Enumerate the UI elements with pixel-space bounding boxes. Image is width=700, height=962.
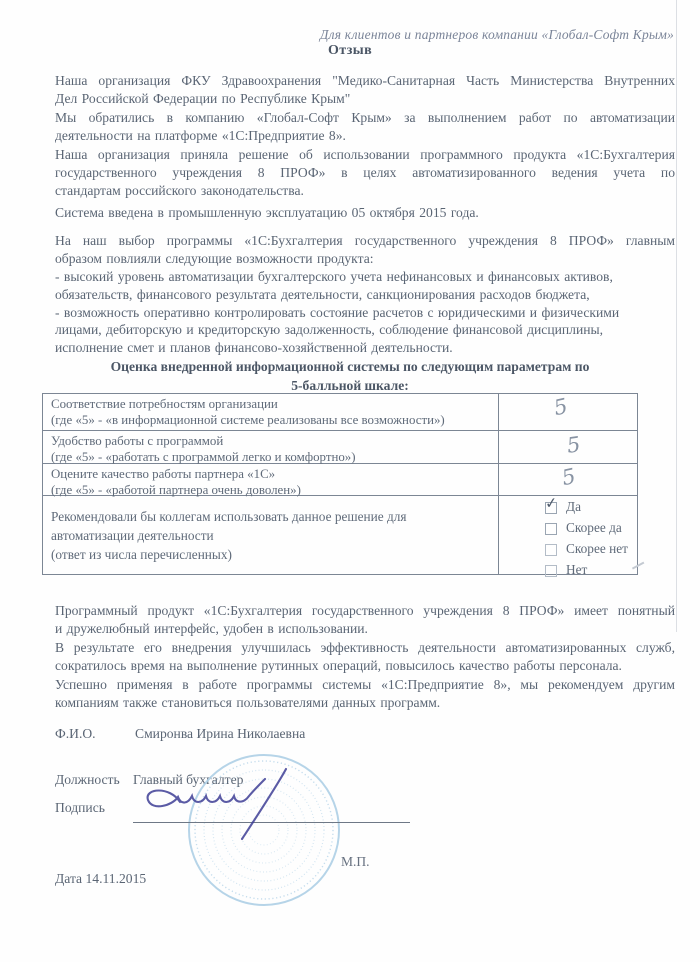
fio-label: Ф.И.О. bbox=[55, 726, 96, 741]
text-line: Наша организация ФКУ Здравоохранения "Медико-Санитарная Часть Министерства Внутренних bbox=[55, 73, 675, 88]
rating-table bbox=[42, 393, 638, 575]
text-line: - высокий уровень автоматизации бухгалтерского учета нефинансовых и финансовых активов, bbox=[55, 268, 613, 284]
fio-value: Смиронва Ирина Николаевна bbox=[135, 726, 306, 741]
option-label: Нет bbox=[566, 562, 588, 577]
reasons-paragraph bbox=[55, 232, 675, 357]
handwritten-score: 5 bbox=[551, 393, 570, 421]
checkbox bbox=[545, 523, 557, 535]
stamp-abbr: М.П. bbox=[341, 854, 370, 869]
option-rather-no bbox=[545, 541, 628, 557]
text-line: Успешно применяя в работе программы системы «1С:Предприятие 8», мы рекомендуем другим bbox=[55, 676, 675, 692]
date-line: Дата 14.11.2015 bbox=[55, 871, 147, 886]
checkbox bbox=[545, 565, 557, 577]
text-line: обязательств, финансового результата деятельности, санкционирования расходов бюджета, bbox=[55, 286, 590, 302]
position-label: Должность bbox=[55, 772, 120, 787]
text-line: Мы обратились в компанию «Глобал-Софт Крым» за выполнением работ по автоматизации bbox=[55, 109, 675, 125]
text-line: лицами, дебиторскую и кредиторскую задолженность, соблюдение финансовой дисциплины, bbox=[55, 322, 604, 338]
signature-ink bbox=[118, 760, 418, 855]
recommend-row bbox=[43, 493, 637, 577]
text-line: компаниям также становиться пользователями данных программ. bbox=[55, 694, 441, 710]
text-line: - возможность оперативно контролировать состояние расчетов с юридическими и физическими bbox=[55, 304, 620, 320]
option-rather-yes bbox=[545, 520, 622, 536]
criterion-cell: Удобство работы с программой (где «5» - «работать с программой легко и комфортно») bbox=[43, 431, 499, 463]
intro-paragraph bbox=[55, 72, 675, 201]
rating-heading: Оценка внедренной информационной системы по следующим параметрам по 5-балльной шкале: bbox=[110, 359, 590, 393]
text-line: государственного учреждения 8 ПРОФ» в целях автоматизированного ведения учета по bbox=[55, 164, 675, 180]
criterion-cell: Оцените качество работы партнера «1С» (где «5» - «работой партнера очень доволен») bbox=[43, 464, 499, 495]
table-row bbox=[43, 463, 637, 495]
text-line: образом повлияли следующие возможности продукта: bbox=[55, 250, 374, 266]
checkbox bbox=[545, 544, 557, 556]
option-yes bbox=[544, 493, 581, 515]
checkmark-icon: ✓ bbox=[544, 493, 559, 513]
document-title: Отзыв bbox=[327, 43, 373, 58]
text-line: исполнение смет и планов финансово-хозяйственной деятельности. bbox=[55, 340, 453, 356]
table-row bbox=[43, 394, 637, 430]
text-line: стандартам российского законодательства. bbox=[55, 183, 304, 199]
text-line: сократилось время на выполнение рутинных операций, повысилось качество работы персонала. bbox=[55, 658, 622, 674]
criterion-cell: Рекомендовали бы коллегам использовать данное решение для автоматизации деятельности (ответ из числа перечисленных) bbox=[43, 496, 499, 574]
scan-edge-line bbox=[676, 0, 677, 632]
text-line: Дел Российской Федерации по Республике Крым" bbox=[55, 91, 351, 107]
handwritten-score: 5 bbox=[559, 463, 578, 491]
score-cell bbox=[499, 431, 637, 463]
options-cell bbox=[499, 493, 637, 577]
score-cell bbox=[499, 394, 637, 430]
text-line: Наша организация приняла решение об использовании программного продукта «1С:Бухгалтерия bbox=[55, 146, 675, 162]
text-line: Программный продукт «1С:Бухгалтерия государственного учреждения 8 ПРОФ» имеет понятный bbox=[55, 603, 675, 618]
signature-label: Подпись bbox=[55, 800, 105, 815]
text-line: и дружелюбный интерфейс, удобен в использовании. bbox=[55, 621, 368, 637]
score-cell bbox=[499, 464, 637, 495]
launch-date-line: Система введена в промышленную эксплуатацию 05 октября 2015 года. bbox=[55, 205, 479, 220]
text-line: деятельности на платформе «1С:Предприятие 8». bbox=[55, 128, 346, 144]
checkbox bbox=[544, 493, 559, 514]
option-label: Скорее нет bbox=[566, 541, 628, 556]
criterion-cell: Соответствие потребностям организации (где «5» - «в информационной системе реализованы все возможности») bbox=[43, 394, 499, 430]
recipient-note: Для клиентов и партнеров компании «Глобал-Софт Крым» bbox=[319, 27, 674, 42]
handwritten-score: 5 bbox=[565, 432, 582, 458]
position-value: Главный бухгалтер bbox=[133, 772, 244, 787]
text-line: В результате его внедрения улучшилась эффективность деятельности автоматизированных служб, bbox=[55, 639, 675, 655]
table-row bbox=[43, 430, 637, 463]
text-line: На наш выбор программы «1С:Бухгалтерия государственного учреждения 8 ПРОФ» главным bbox=[55, 233, 675, 248]
option-label: Скорее да bbox=[566, 520, 622, 535]
option-no bbox=[545, 562, 587, 578]
conclusion-paragraph bbox=[55, 602, 675, 712]
option-label: Да bbox=[566, 499, 581, 514]
